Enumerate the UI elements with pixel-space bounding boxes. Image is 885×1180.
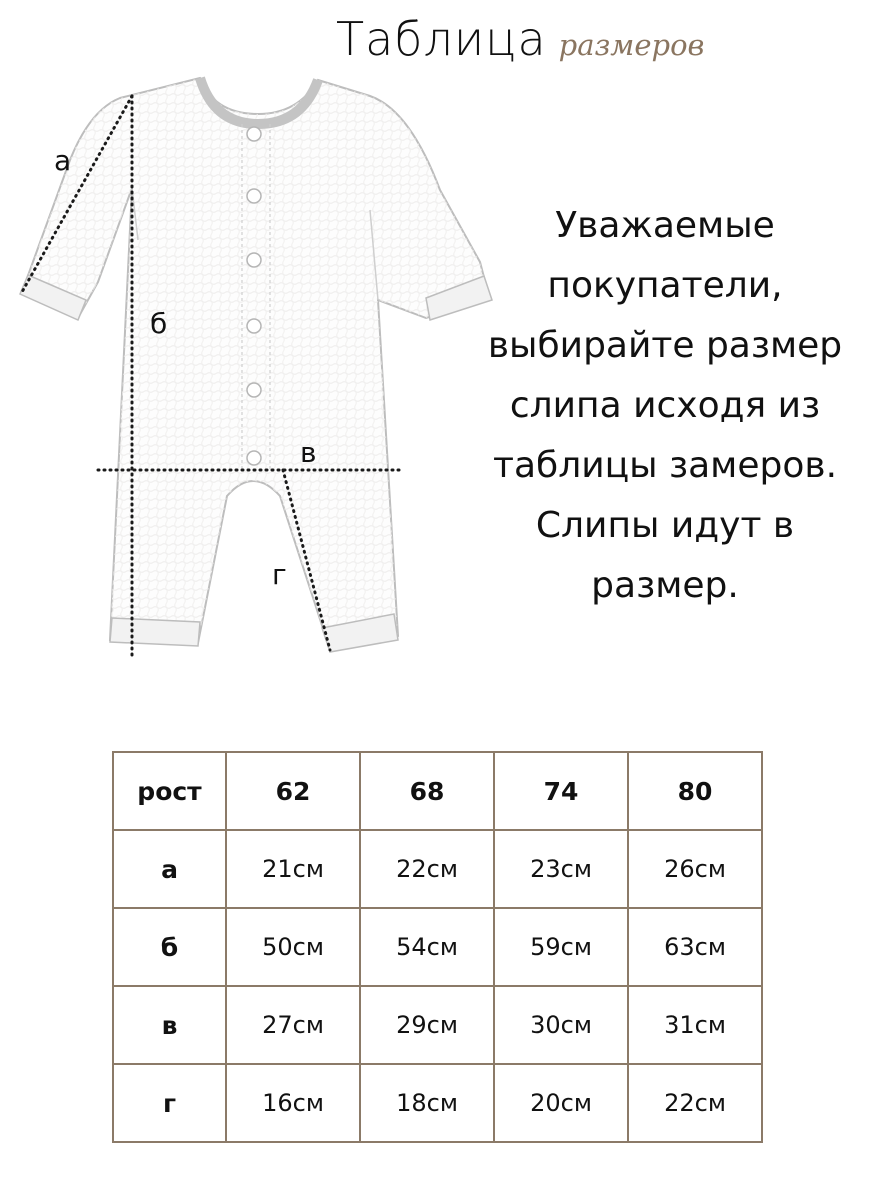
table-cell: 26см [628,830,762,908]
baby-sleepsuit-icon [20,78,492,652]
row-label: а [113,830,226,908]
table-cell: 21см [226,830,360,908]
header-cell-size: 74 [494,752,628,830]
sleepsuit-diagram [0,60,500,680]
table-cell: 59см [494,908,628,986]
table-cell: 18см [360,1064,494,1142]
measure-label-v: в [300,436,317,469]
table-row [113,986,762,1064]
measure-label-g: г [272,558,287,591]
table-row [113,830,762,908]
table-cell: 16см [226,1064,360,1142]
row-label: г [113,1064,226,1142]
table-cell: 63см [628,908,762,986]
header-cell-size: 80 [628,752,762,830]
note-line: Уважаемые [555,205,775,246]
table-cell: 23см [494,830,628,908]
table-cell: 20см [494,1064,628,1142]
table-row [113,1064,762,1142]
table-cell: 22см [360,830,494,908]
table-cell: 54см [360,908,494,986]
note-line: слипа исходя из [509,385,821,426]
row-label: в [113,986,226,1064]
title-script-text: размеров [558,28,705,62]
table-cell: 30см [494,986,628,1064]
note-line: Слипы идут в [535,505,795,546]
header-cell-height: рост [113,752,226,830]
row-label: б [113,908,226,986]
measure-label-b: б [150,307,168,340]
header-cell-size: 62 [226,752,360,830]
table-cell: 50см [226,908,360,986]
table-cell: 22см [628,1064,762,1142]
customer-note [455,196,875,616]
table-header-row [113,752,762,830]
table-cell: 29см [360,986,494,1064]
note-line: размер. [591,565,739,606]
table-cell: 27см [226,986,360,1064]
title-main-text: Таблица [336,12,547,66]
size-table [112,751,763,1143]
table-cell: 31см [628,986,762,1064]
measure-label-a: а [54,144,72,177]
table-row [113,908,762,986]
note-line: выбирайте размер [487,325,843,366]
header-cell-size: 68 [360,752,494,830]
note-line: таблицы замеров. [492,445,838,486]
note-line: покупатели, [547,265,783,306]
